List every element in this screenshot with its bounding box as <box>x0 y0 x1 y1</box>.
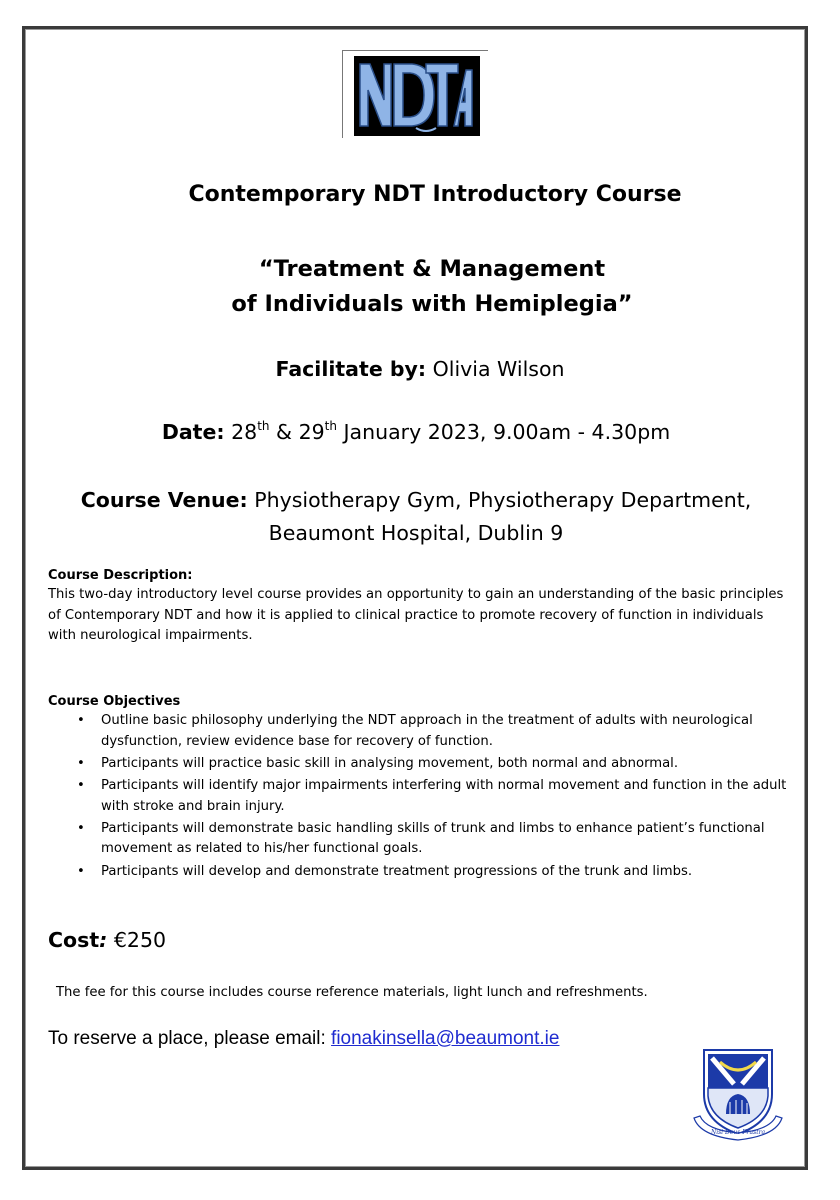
cost-label: Cost <box>48 928 100 952</box>
objectives-heading: Course Objectives <box>48 694 181 709</box>
venue-line-1: Physiotherapy Gym, Physiotherapy Department, <box>254 488 752 512</box>
date-day-2: 29 <box>298 420 325 444</box>
course-subtitle <box>52 252 812 322</box>
course-venue <box>36 484 796 550</box>
objectives-list <box>48 711 788 884</box>
list-item: • Outline basic philosophy underlying the NDT approach in the treatment of adults with neurological dysfunction, review evidence base for recovery of function. <box>77 713 753 749</box>
course-title: Contemporary NDT Introductory Course <box>188 182 682 207</box>
list-item: • Participants will practice basic skill in analysing movement, both normal and abnormal. <box>77 755 679 771</box>
venue-label: Course Venue: <box>80 488 248 512</box>
date-suffix-2: th <box>324 419 337 433</box>
beaumont-crest <box>690 1048 786 1144</box>
date-suffix-1: th <box>257 419 270 433</box>
course-date <box>36 420 796 444</box>
description-text: This two-day introductory level course provides an opportunity to gain an understanding of the basic principles of Contemporary NDT and how it is applied to clinical practice to promote recovery of function in individuals with neurological impairments. <box>48 587 784 644</box>
email-link[interactable]: fionakinsella@beaumont.ie <box>331 1028 560 1049</box>
subtitle-line-1: “Treatment & Management <box>258 256 606 282</box>
date-rest: January 2023, 9.00am - 4.30pm <box>343 420 671 444</box>
cost-value: €250 <box>113 928 167 952</box>
reserve-line <box>48 1028 559 1050</box>
list-item: • Participants will demonstrate basic handling skills of trunk and limbs to enhance patient’s functional movement as related to his/her functional goals. <box>77 820 765 857</box>
reserve-text: To reserve a place, please email: <box>48 1028 326 1049</box>
fee-note: The fee for this course includes course reference materials, light lunch and refreshments. <box>56 985 648 1000</box>
crest-motto: Nisi Deus Frustra <box>710 1129 766 1136</box>
subtitle-line-2: of Individuals with Hemiplegia” <box>231 291 633 317</box>
course-cost <box>48 928 166 952</box>
description-heading: Course Description: <box>48 568 193 583</box>
ndta-logo <box>354 56 480 136</box>
facilitator-label: Facilitate by: <box>275 357 427 381</box>
list-item: • Participants will develop and demonstrate treatment progressions of the trunk and limbs. <box>77 863 693 879</box>
cost-colon: : <box>99 928 108 952</box>
logo-area <box>342 50 488 140</box>
date-label: Date: <box>161 420 225 444</box>
facilitator-name: Olivia Wilson <box>432 357 565 381</box>
facilitator <box>40 357 800 381</box>
date-and: & <box>276 420 293 444</box>
list-item: • Participants will identify major impairments interfering with normal movement and function in the adult with stroke and brain injury. <box>77 777 787 814</box>
venue-line-2: Beaumont Hospital, Dublin 9 <box>268 521 564 545</box>
date-day-1: 28 <box>231 420 258 444</box>
